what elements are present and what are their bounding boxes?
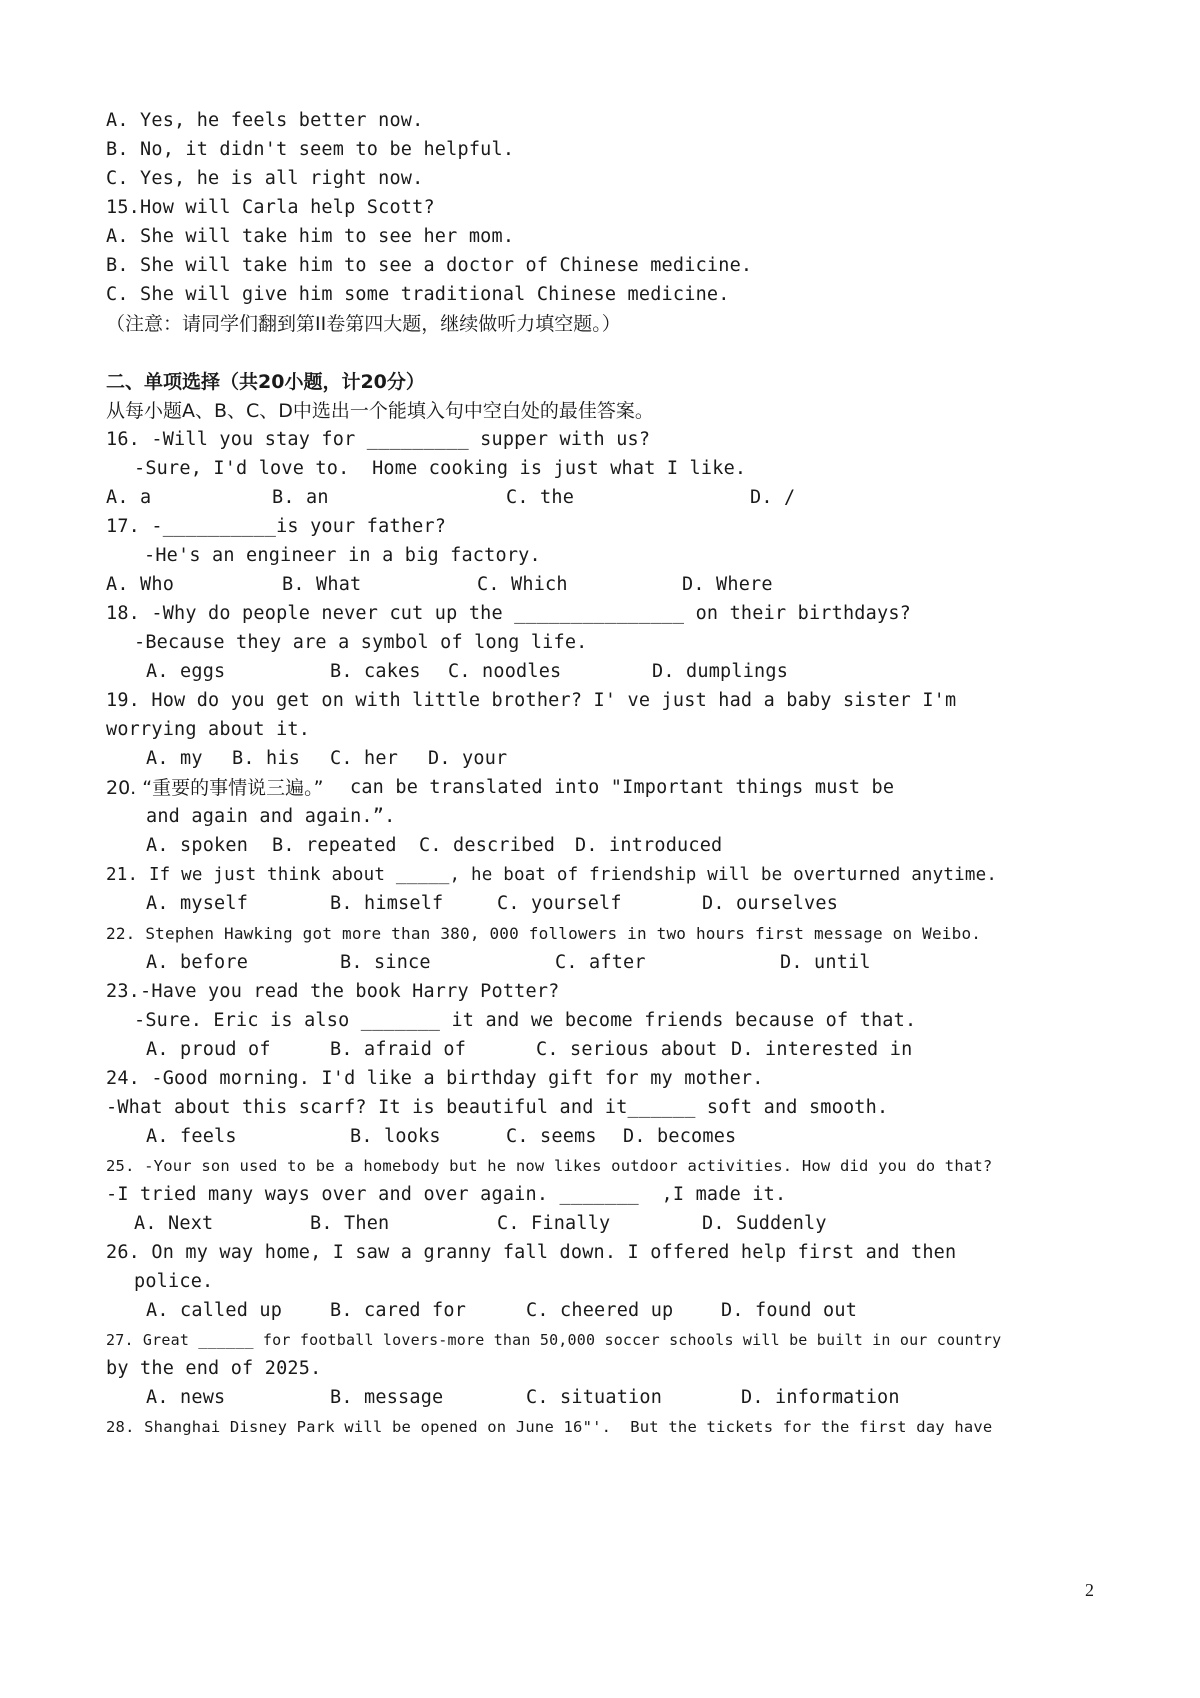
q20-option-b: B. repeated [272,835,397,856]
q26-option-d: D. found out [721,1300,858,1321]
q19-option-c: C. her [330,748,399,769]
q20-option-a: A. spoken [146,835,249,856]
q21-option-a: A. myself [146,893,249,914]
q27-option-a: A. news [146,1387,226,1408]
q15-option-c: C. She will give him some traditional Chinese medicine. [106,284,730,305]
section-instruction: 从每小题A、B、C、D中选出一个能填入句中空白处的最佳答案。 [106,400,654,422]
q25-option-d: D. Suddenly [702,1213,827,1234]
q21-option-d: D. ourselves [702,893,839,914]
q20-option-c: C. described [419,835,556,856]
q27-option-d: D. information [741,1387,900,1408]
q20-line1-chinese: 20. “重要的事情说三遍。” [106,777,324,799]
q23-option-b: B. afraid of [330,1039,467,1060]
q19-option-b: B. his [232,748,301,769]
q18-option-b: B. cakes [330,661,421,682]
q23-line2: -Sure. Eric is also _______ it and we become friends because of that. [134,1010,917,1031]
q15-option-b: B. She will take him to see a doctor of Chinese medicine. [106,255,753,276]
q22-option-d: D. until [780,952,871,973]
q19-option-a: A. my [146,748,203,769]
section-title: 二、单项选择（共20小题，计20分） [106,371,425,393]
q26-line2: police. [134,1271,214,1292]
q17-option-d: D. Where [682,574,773,595]
q18-option-c: C. noodles [448,661,562,682]
q26-option-b: B. cared for [330,1300,467,1321]
q24-option-a: A. feels [146,1126,237,1147]
q18-option-a: A. eggs [146,661,226,682]
q22-option-a: A. before [146,952,249,973]
q25-line2: -I tried many ways over and over again. _______ ,I made it. [106,1184,787,1205]
q24-option-c: C. seems [506,1126,597,1147]
q15-option-a: A. She will take him to see her mom. [106,226,515,247]
q16-option-c: C. the [506,487,575,508]
q23-option-c: C. serious about [536,1039,718,1060]
q22-line1: 22. Stephen Hawking got more than 380, 000 followers in two hours first message on Weibo. [106,924,982,943]
q25-option-b: B. Then [310,1213,390,1234]
q26-option-c: C. cheered up [526,1300,674,1321]
q16-line2: -Sure, I'd love to. Home cooking is just what I like. [134,458,747,479]
q24-line2: -What about this scarf? It is beautiful and it______ soft and smooth. [106,1097,889,1118]
q27-option-b: B. message [330,1387,444,1408]
q16-option-a: A. a [106,487,152,508]
q22-option-b: B. since [340,952,431,973]
q27-option-c: C. situation [526,1387,663,1408]
q17-line1: 17. -__________is your father? [106,516,447,537]
q28-line1: 28. Shanghai Disney Park will be opened on June 16"'. But the tickets for the first day have [106,1418,993,1436]
page-number: 2 [1085,1580,1094,1600]
q24-option-d: D. becomes [623,1126,737,1147]
q21-option-c: C. yourself [497,893,622,914]
q16-option-d: D. / [750,487,796,508]
q27-line1: 27. Great ______ for football lovers-more than 50,000 soccer schools will be built in our country [106,1331,1002,1349]
q15-stem: 15.How will Carla help Scott? [106,197,435,218]
q19-line1: 19. How do you get on with little brother? I' ve just had a baby sister I'm [106,690,957,711]
q21-option-b: B. himself [330,893,444,914]
q25-option-c: C. Finally [497,1213,611,1234]
q23-line1: 23.-Have you read the book Harry Potter? [106,981,560,1002]
q16-option-b: B. an [272,487,329,508]
q17-option-a: A. Who [106,574,175,595]
q17-option-b: B. What [282,574,362,595]
q21-line1: 21. If we just think about _____, he boat of friendship will be overturned anytime. [106,865,998,885]
q17-option-c: C. Which [477,574,568,595]
q18-option-d: D. dumplings [652,661,789,682]
q20-option-d: D. introduced [575,835,723,856]
q27-line2: by the end of 2025. [106,1358,322,1379]
q14-option-a: A. Yes, he feels better now. [106,110,424,131]
listening-notice: （注意：请同学们翻到第II卷第四大题，继续做听力填空题。） [106,313,621,335]
q26-option-a: A. called up [146,1300,283,1321]
q22-option-c: C. after [555,952,646,973]
q24-option-b: B. looks [350,1126,441,1147]
q19-option-d: D. your [428,748,508,769]
q18-line2: -Because they are a symbol of long life. [134,632,588,653]
q14-option-b: B. No, it didn't seem to be helpful. [106,139,515,160]
q20-line1-english: can be translated into "Important things must be [350,777,895,798]
q24-line1: 24. -Good morning. I'd like a birthday gift for my mother. [106,1068,764,1089]
q20-line2: and again and again.”. [146,806,396,827]
q16-line1: 16. -Will you stay for _________ supper with us? [106,429,651,450]
q14-option-c: C. Yes, he is all right now. [106,168,424,189]
q23-option-d: D. interested in [731,1039,913,1060]
q19-line2: worrying about it. [106,719,311,740]
q17-line2: -He's an engineer in a big factory. [144,545,541,566]
q26-line1: 26. On my way home, I saw a granny fall down. I offered help first and then [106,1242,957,1263]
q18-line1: 18. -Why do people never cut up the _______________ on their birthdays? [106,603,911,624]
q25-option-a: A. Next [134,1213,214,1234]
q25-line1: 25. -Your son used to be a homebody but he now likes outdoor activities. How did you do that? [106,1157,993,1175]
q23-option-a: A. proud of [146,1039,271,1060]
